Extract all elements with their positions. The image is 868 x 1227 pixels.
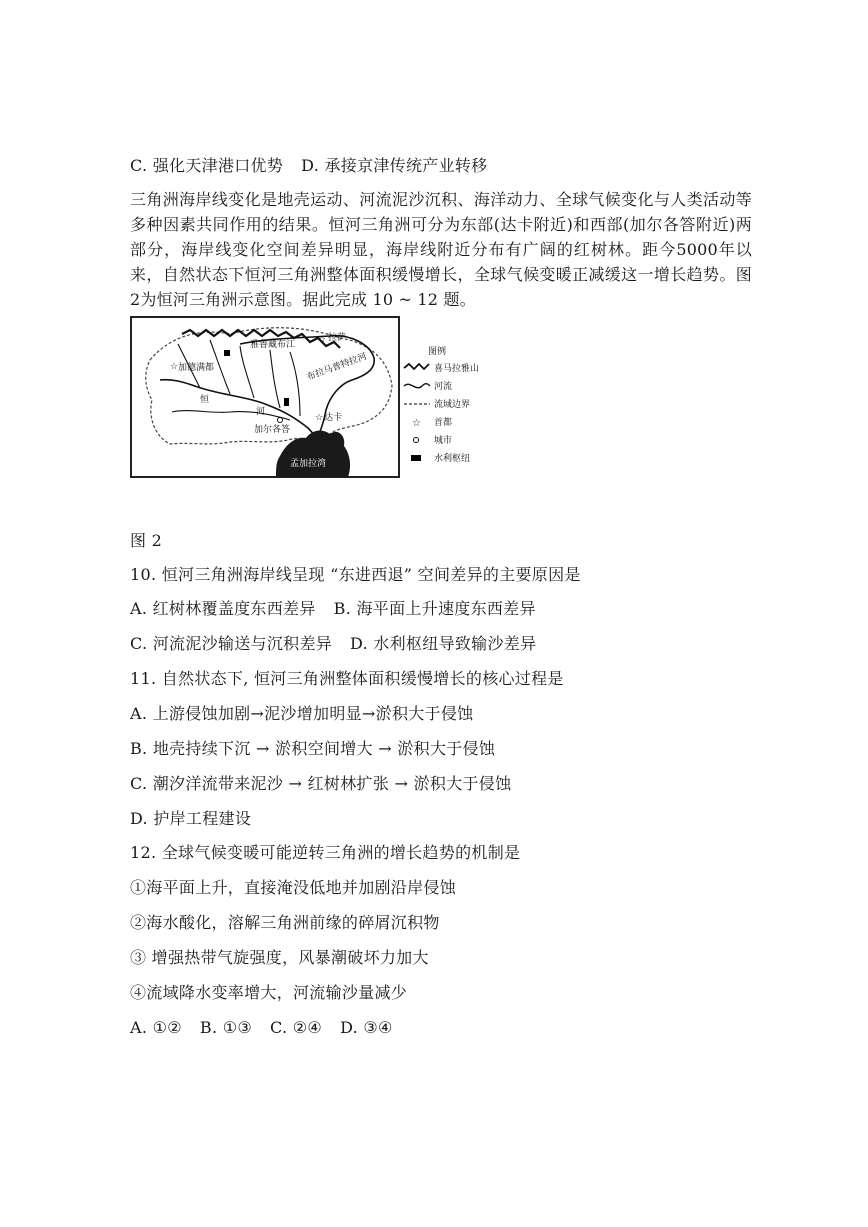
q10-stem: 10. 恒河三角洲海岸线呈现 “东进西退” 空间差异的主要原因是 xyxy=(130,565,581,584)
q11-option-d: D. 护岸工程建设 xyxy=(130,809,252,828)
q10-option-c: C. 河流泥沙输送与沉积差异 xyxy=(130,634,333,653)
legend-river-label: 河流 xyxy=(434,382,453,392)
city-circle-icon xyxy=(278,418,283,423)
q11-option-b: B. 地壳持续下沉 → 淤积空间增大 → 淤积大于侵蚀 xyxy=(130,739,496,758)
q12-statement-3: ③ 增强热带气旋强度，风暴潮破坏力加大 xyxy=(130,948,429,967)
q12-option-a: A. ①② xyxy=(130,1018,182,1037)
legend-capital-icon: ☆ xyxy=(412,418,421,429)
ganges-delta-map xyxy=(130,316,510,482)
q10-option-b: B. 海平面上升速度东西差异 xyxy=(333,599,536,618)
capital-star-icon: ☆ xyxy=(170,362,179,372)
q11-stem: 11. 自然状态下, 恒河三角洲整体面积缓慢增长的核心过程是 xyxy=(130,669,564,688)
legend-dam-label: 水利枢纽 xyxy=(434,454,471,464)
q12-statement-1: ①海平面上升，直接淹没低地并加剧沿岸侵蚀 xyxy=(130,878,457,897)
label-ganges-2: 河 xyxy=(256,407,266,417)
legend-basin-label: 流域边界 xyxy=(434,400,471,410)
q12-options xyxy=(130,1018,393,1038)
label-ganges-1: 恒 xyxy=(200,395,210,405)
q12-option-d: D. ③④ xyxy=(340,1018,393,1037)
label-bay: 孟加拉湾 xyxy=(290,459,327,469)
legend-title: 图例 xyxy=(428,347,447,357)
figure-caption: 图 2 xyxy=(130,531,163,550)
dam-marker xyxy=(284,398,289,406)
q12-statement-2: ②海水酸化，溶解三角洲前缘的碎屑沉积物 xyxy=(130,913,440,932)
label-kathmandu: 加德满都 xyxy=(178,363,215,373)
label-dhaka: 达卡 xyxy=(324,413,343,423)
label-brahmaputra: 布拉马普特拉河 xyxy=(305,351,369,383)
top-options-line xyxy=(130,156,488,176)
legend-river-icon xyxy=(404,384,430,388)
q12-option-c: C. ②④ xyxy=(270,1018,323,1037)
label-kolkata: 加尔各答 xyxy=(254,425,291,435)
q10-option-a: A. 红树林覆盖度东西差异 xyxy=(130,599,316,618)
option-c: C. 强化天津港口优势 xyxy=(130,156,284,175)
dam-marker xyxy=(224,350,230,356)
q11-option-a: A. 上游侵蚀加剧→泥沙增加明显→淤积大于侵蚀 xyxy=(130,704,474,723)
legend-city-icon xyxy=(414,438,419,443)
q10-option-d: D. 水利枢纽导致输沙差异 xyxy=(350,634,537,653)
option-d: D. 承接京津传统产业转移 xyxy=(301,156,488,175)
q12-option-b: B. ①③ xyxy=(199,1018,253,1037)
capital-star-icon: ☆ xyxy=(318,335,327,345)
label-yarlung: 雅鲁藏布江 xyxy=(250,340,296,350)
q12-statement-4: ④流域降水变率增大，河流输沙量减少 xyxy=(130,983,408,1002)
legend-city-label: 城市 xyxy=(434,436,453,446)
passage-text: 三角洲海岸线变化是地壳运动、河流泥沙沉积、海洋动力、全球气候变化与人类活动等多种因素共同作用的结果。恒河三角洲可分为东部(达卡附近)和西部(加尔各答附近)两部分，海岸线变化空间差异明显，海岸线附近分布有广阔的红树林。距今5000年以来，自然状态下恒河三角洲整体面积缓慢增长，全球气候变暖正减缓这一增长趋势。图2为恒河三角洲示意图。据此完成 10 ~ 12 题。 xyxy=(130,190,752,309)
legend-himalaya-icon xyxy=(404,364,429,369)
q11-option-c: C. 潮汐洋流带来泥沙 → 红树林扩张 → 淤积大于侵蚀 xyxy=(130,774,512,793)
q12-stem: 12. 全球气候变暖可能逆转三角洲的增长趋势的机制是 xyxy=(130,843,521,862)
map-svg xyxy=(130,316,510,482)
q10-options-row1 xyxy=(130,599,536,619)
q10-options-row2 xyxy=(130,634,536,654)
legend-dam-icon xyxy=(411,455,421,461)
legend-capital-label: 首都 xyxy=(434,418,453,428)
legend-himalaya-label: 喜马拉雅山 xyxy=(434,364,480,374)
label-lhasa: 拉萨 xyxy=(328,333,347,343)
capital-star-icon: ☆ xyxy=(315,413,324,423)
